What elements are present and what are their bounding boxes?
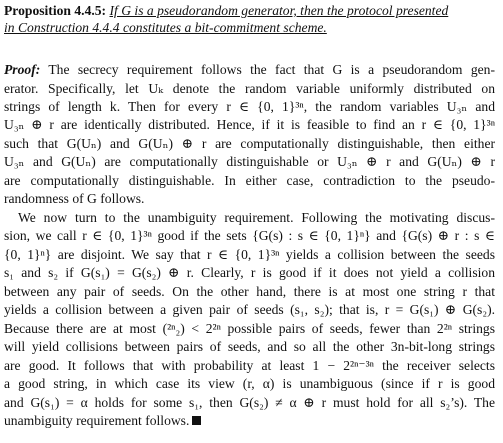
proof-line: Because there are at most (²ⁿ₂) < 2²ⁿ possible pairs of seeds, fewer than 2²ⁿ strings [4, 321, 495, 336]
proposition-statement-line-2-row [4, 20, 495, 36]
proof-line: yields a collision between a given pair of seeds (s₁, s₂); that is, r = G(s₁) ⊕ G(s₂). [4, 302, 495, 317]
proof-line: a good string, in which case its view (r, α) is unambiguous (since if r is good [4, 376, 495, 391]
proof-last-line [4, 413, 495, 429]
proof-last-line-text: unambiguity requirement follows. [4, 413, 190, 428]
proof-line: will yield collisions between pairs of seeds, and so all the other 3n-bit-long strings [4, 339, 495, 354]
proof-line: erator. Specifically, let Uₖ denote the random variable uniformly distributed on [4, 81, 495, 96]
proof-line-1 [4, 62, 495, 78]
proof-line-1-text: The secrecy requirement follows the fact that G is a pseudorandom gen- [40, 62, 495, 77]
proposition-heading [4, 3, 495, 19]
qed-square-icon [192, 416, 201, 425]
proof-line: {0, 1}ⁿ} are disjoint. We say that r ∈ {0, 1}³ⁿ yields a collision between the seeds [4, 247, 495, 262]
proof-line: s₁ and s₂ if G(s₁) = G(s₂) ⊕ r. Clearly, r is good if it does not yield a collision [4, 265, 495, 280]
proposition-statement-line-2: in Construction 4.4.4 constitutes a bit-commitment scheme. [4, 20, 327, 35]
proof-line: strings of length k. Then for every r ∈ {0, 1}³ⁿ, the random variables U₃ₙ and [4, 99, 495, 114]
proof-paragraph-2-start: We now turn to the unambiguity requirement. Following the motivating discus- [18, 210, 495, 225]
proof-line: such that G(Uₙ) and G(Uₙ) ⊕ r are computationally distinguishable, then either [4, 136, 495, 151]
proposition-statement-line-1: If G is a pseudorandom generator, then the protocol presented [109, 3, 449, 18]
proposition-label: Proposition 4.4.5: [4, 3, 107, 18]
proof-line: are computationally distinguishable. In either case, contradiction to the pseudo- [4, 173, 495, 188]
proof-line: U₃ₙ ⊕ r are identically distributed. Hence, if it is feasible to find an r ∈ {0, 1}³ⁿ [4, 117, 495, 132]
proof-line: U₃ₙ and G(Uₙ) are computationally distinguishable or U₃ₙ ⊕ r and G(Uₙ) ⊕ r [4, 154, 495, 169]
proof-line: are good. It follows that with probability at least 1 − 2²ⁿ⁻³ⁿ the receiver selects [4, 358, 495, 373]
proof-line: sion, we call r ∈ {0, 1}³ⁿ good if the sets {G(s) : s ∈ {0, 1}ⁿ} and {G(s) ⊕ r : s ∈ [4, 228, 495, 243]
proof-line: randomness of G follows. [4, 191, 145, 206]
proof-line: between any pair of seeds. On the other hand, there is at most one string r that [4, 284, 495, 299]
proof-label: Proof: [4, 62, 41, 77]
proof-line: and G(s₁) = α holds for some s₁, then G(s₂) ≠ α ⊕ r must hold for all s₂’s). The [4, 395, 495, 410]
